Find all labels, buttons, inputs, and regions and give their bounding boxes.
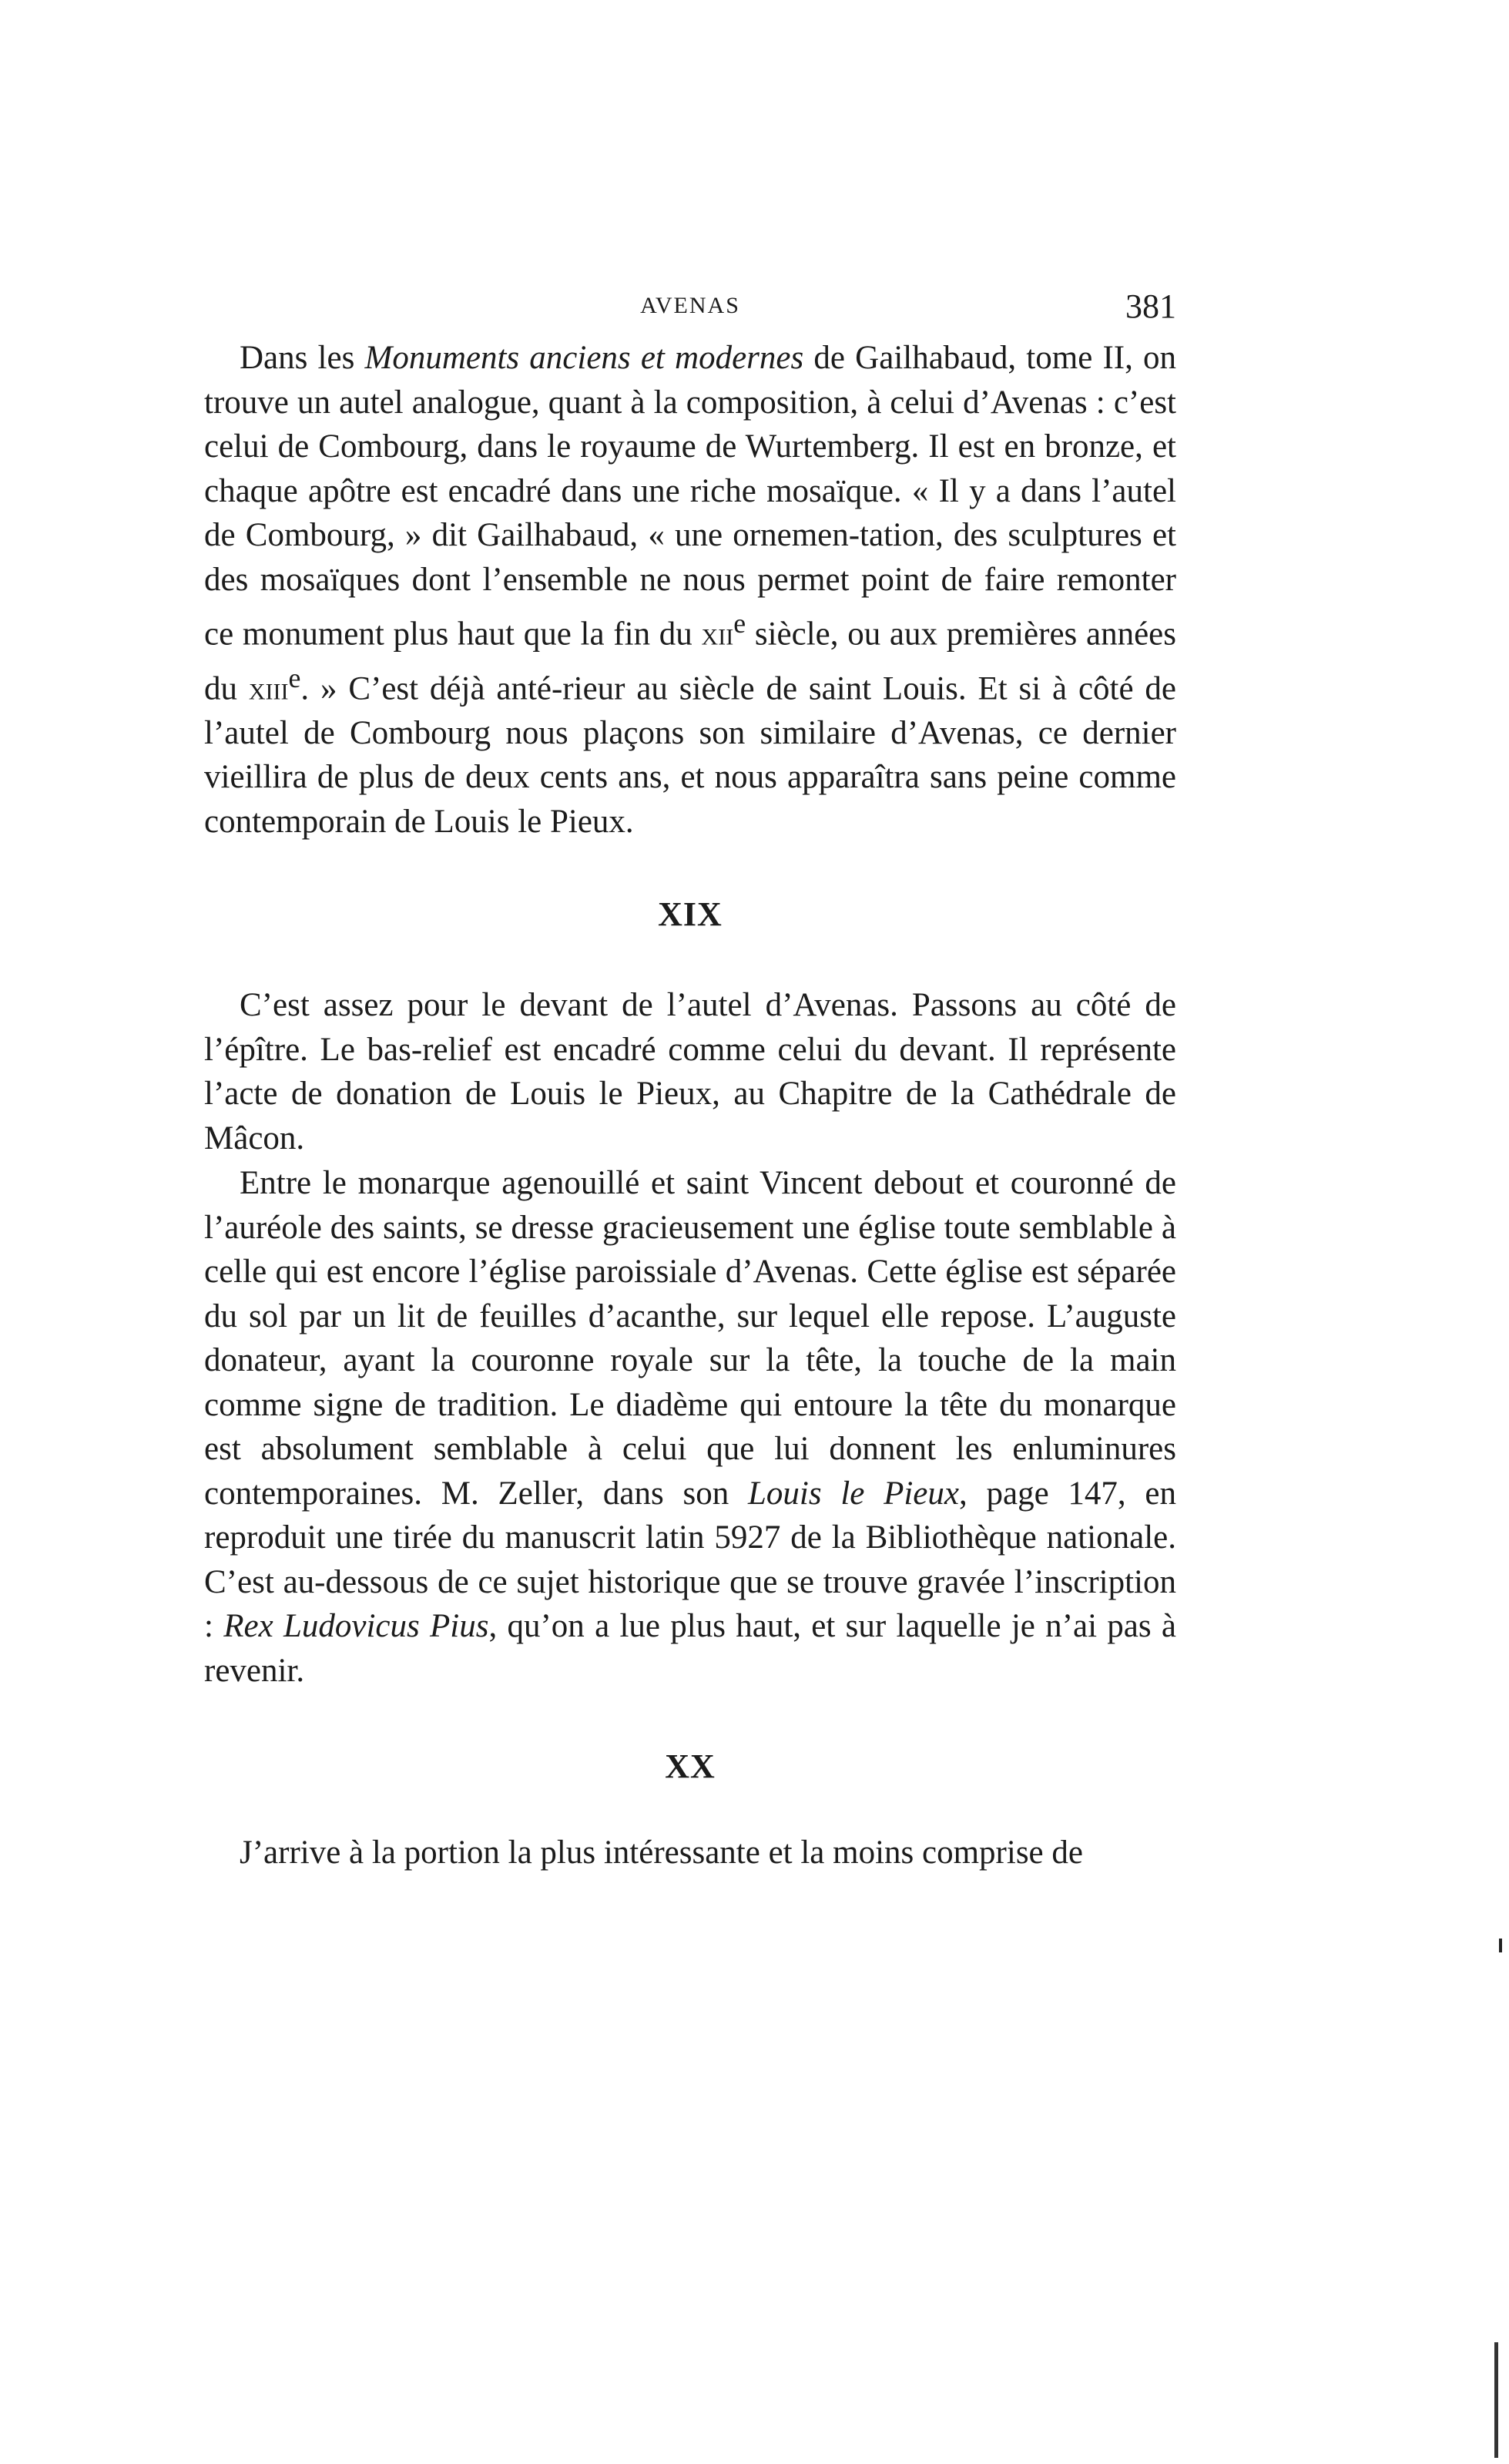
scan-edge-mark [1494,2342,1498,2458]
text-run: Entre le monarque agenouillé et saint Vincent debout et couronné de l’auréole des saints, se dresse gracieusement une église toute semblable à celle qui est encore l’église paroissiale d’Avenas. Cette église est séparée du sol par un lit de feuilles d’acanthe, sur lequel elle repose. L’auguste donateur, ayant la couronne royale sur la tête, la touche de la main comme signe de tradition. Le diadème qui entoure la tête du monarque est absolument semblable à celui que lui donnent les enluminures contemporaines. M. Zeller, dans son [204,1165,1176,1512]
page-number: 381 [1125,287,1176,325]
italic-title-louis-le-pieux: Louis le Pieux [747,1475,959,1512]
text-run: de Gailhabaud, tome II, on trouve un autel analogue, quant à la composition, à celui d’Avenas : c’est celui de Combourg, dans le royaume de Wurtemberg. Il est en bronze, et chaque apôtre est encadré dans une riche mosaïque. « Il y a dans l’autel de Combourg, » dit Gailhabaud, « une ornemen-tation, des sculptures et des mosaïques dont l’ensemble ne nous permet point de faire remonter ce monument plus haut que la fin du [204,340,1177,653]
italic-inscription: Rex Ludovicus Pius [223,1608,489,1645]
section-heading-xx: XX [665,1747,716,1786]
text-run: , qu’on a lue plus haut, et sur laquelle je n’ai pas à revenir. [204,1608,1176,1689]
superscript: e [288,662,301,693]
section-heading-xix: XIX [658,895,723,934]
scan-mark [1499,1939,1502,1952]
paragraph-donation [204,1161,1176,1693]
century-numeral: xiii [248,670,289,707]
superscript: e [733,608,746,639]
text-run: siècle, ou aux premières années du [204,616,1176,707]
italic-title-monuments: Monuments anciens et modernes [364,340,804,376]
text-run: Dans les [240,340,365,376]
text-run: , page 147, en reproduit une tirée du manuscrit latin 5927 de la Bibliothèque nationale. C’est au-dessous de ce sujet historique que se trouve gravée l’inscription : [204,1475,1176,1645]
paragraph-arrive: J’arrive à la portion la plus intéressante et la moins comprise de [240,1835,1083,1871]
paragraph-epitre: C’est assez pour le devant de l’autel d’Avenas. Passons au côté de l’épître. Le bas-relief est encadré comme celui du devant. Il représente l’acte de donation de Louis le Pieux, au Chapitre de la Cathédrale de Mâcon. [204,987,1176,1156]
text-block [204,336,1176,1875]
paragraph-gailhabaud [204,336,1176,844]
running-title: AVENAS [640,293,740,318]
text-run: . » C’est déjà anté-rieur au siècle de saint Louis. Et si à côté de l’autel de Combourg nous plaçons son similaire d’Avenas, ce dernier vieillira de plus de deux cents ans, et nous apparaîtra sans peine comme contemporain de Louis le Pieux. [204,670,1177,840]
running-head [204,287,1176,333]
century-numeral: xii [701,616,734,653]
